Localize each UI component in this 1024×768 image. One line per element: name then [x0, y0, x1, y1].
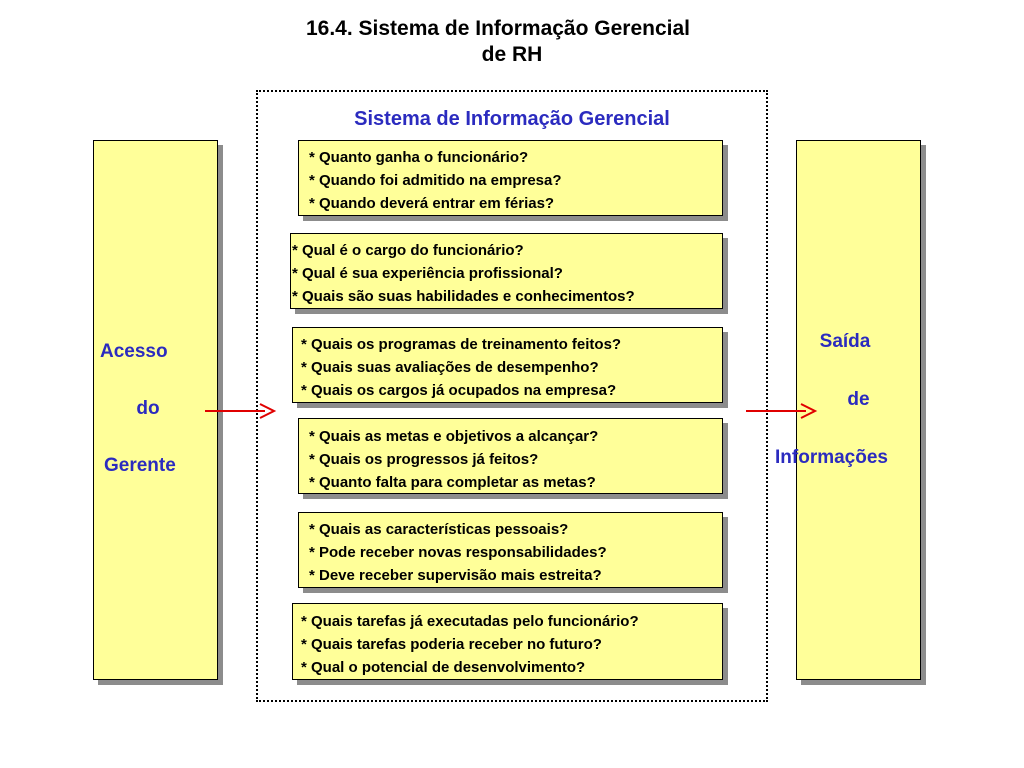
question-line: * Qual é o cargo do funcionário?: [292, 242, 524, 259]
question-line: * Quanto ganha o funcionário?: [309, 149, 529, 166]
page-title-line-1: 16.4. Sistema de Informação Gerencial: [305, 17, 690, 40]
manager-access-line-1: Acesso: [100, 341, 168, 362]
question-line: * Quais os programas de treinamento feitos?: [301, 336, 622, 353]
question-line: * Quais os cargos já ocupados na empresa?: [301, 382, 617, 399]
question-line: * Quando foi admitido na empresa?: [309, 172, 562, 189]
manager-access-line-3: Gerente: [104, 455, 176, 476]
manager-access-line-2: do: [136, 398, 160, 419]
output-arrow-icon: [746, 400, 818, 422]
question-box-tasks: [292, 603, 723, 680]
question-line: * Pode receber novas responsabilidades?: [309, 544, 607, 561]
question-box-characteristics: [298, 512, 723, 588]
page-title-line-2: de RH: [481, 43, 543, 66]
input-arrow-icon: [205, 400, 277, 422]
question-line: * Quanto falta para completar as metas?: [309, 474, 596, 491]
information-output-line-1: Saída: [819, 331, 871, 352]
question-line: * Quais as metas e objetivos a alcançar?: [309, 428, 599, 445]
manager-access-label: [100, 341, 196, 477]
question-line: * Quando deverá entrar em férias?: [309, 195, 555, 212]
information-output-line-2: de: [847, 389, 870, 410]
question-box-goals: [298, 418, 723, 494]
question-line: * Qual o potencial de desenvolvimento?: [301, 659, 586, 676]
question-line: * Deve receber supervisão mais estreita?: [309, 567, 602, 584]
question-line: * Quais suas avaliações de desempenho?: [301, 359, 599, 376]
page-title: [0, 16, 1010, 68]
system-frame-label: Sistema de Informação Gerencial: [354, 108, 670, 130]
question-line: * Quais são suas habilidades e conhecimentos?: [292, 288, 635, 305]
question-line: * Quais os progressos já feitos?: [309, 451, 539, 468]
question-line: * Qual é sua experiência profissional?: [292, 265, 563, 282]
question-box-training: [292, 327, 723, 403]
information-output-line-3: Informações: [775, 447, 888, 468]
question-line: * Quais as características pessoais?: [309, 521, 569, 538]
question-box-compensation: [298, 140, 723, 216]
question-box-position: [290, 233, 723, 309]
question-line: * Quais tarefas poderia receber no futuro?: [301, 636, 602, 653]
question-line: * Quais tarefas já executadas pelo funcionário?: [301, 613, 639, 630]
